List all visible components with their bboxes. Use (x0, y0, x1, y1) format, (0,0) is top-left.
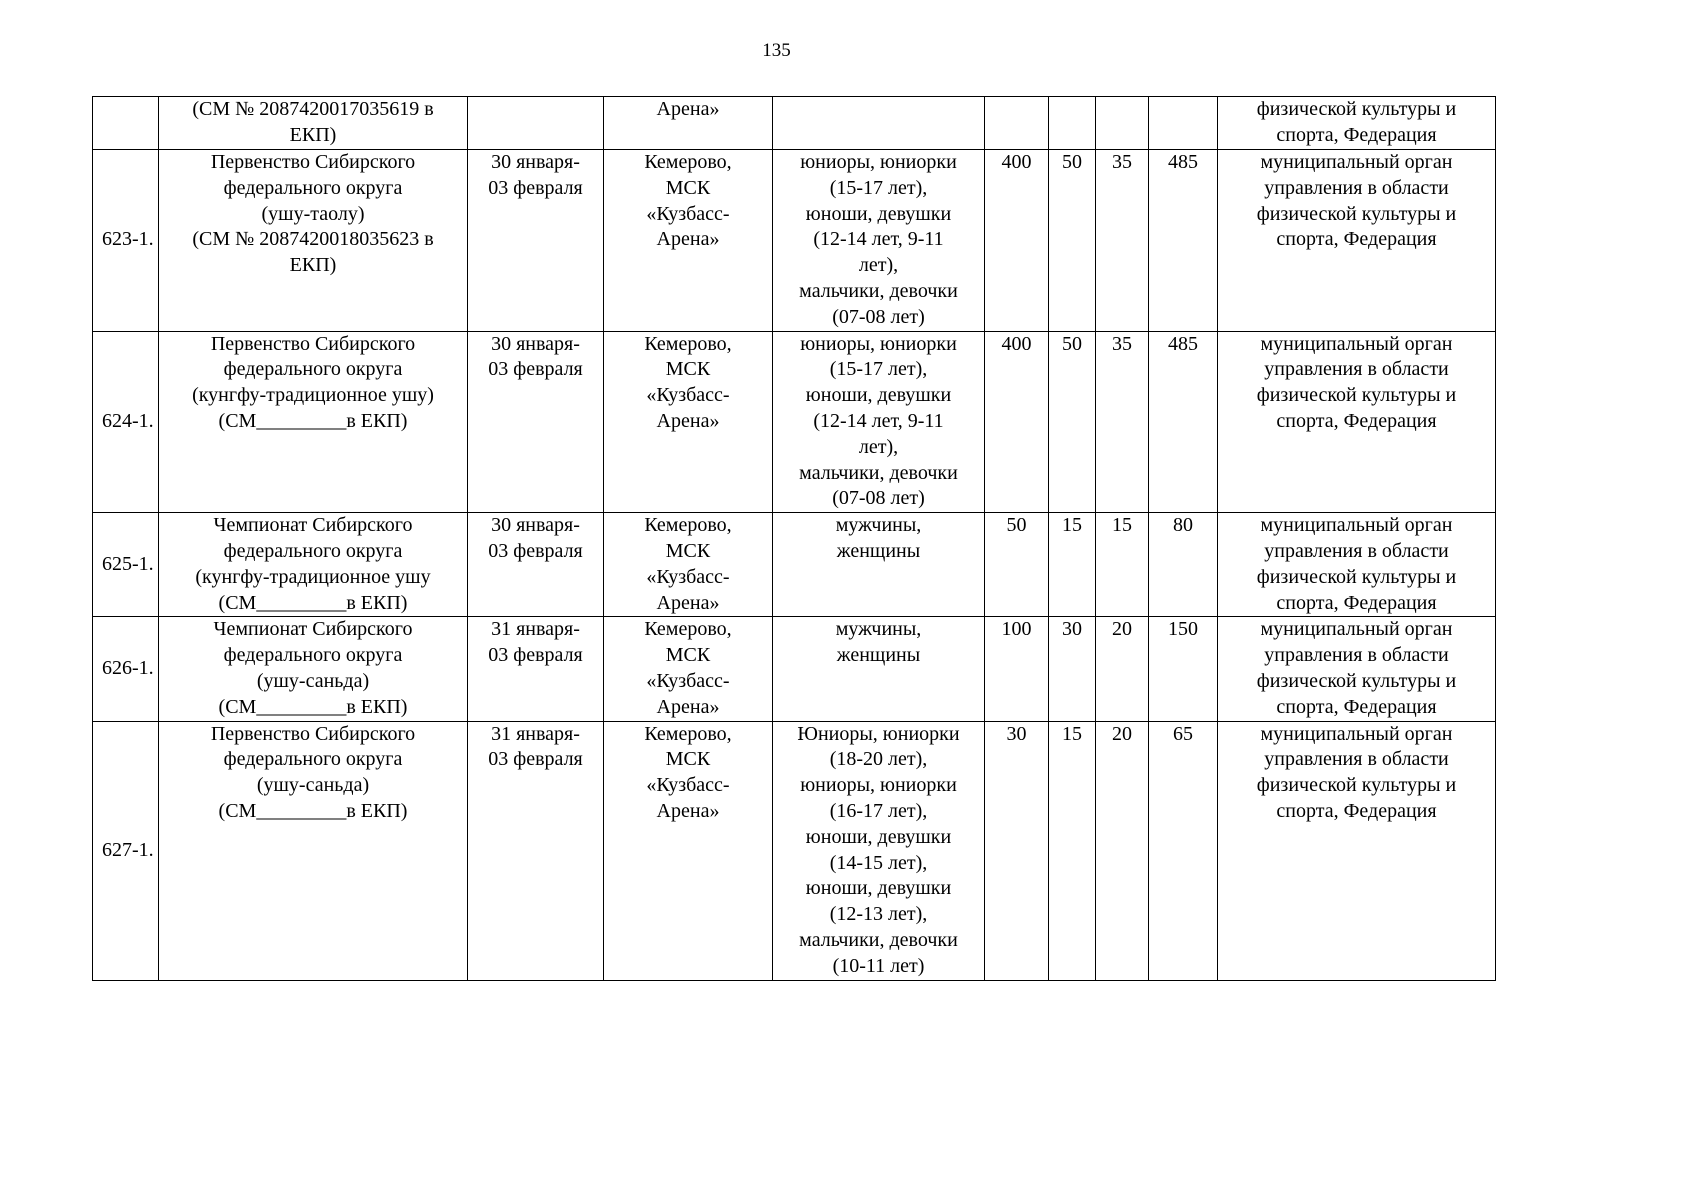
cell-line: управления в области (1264, 539, 1449, 562)
cell-line: «Кузбасс- (646, 384, 730, 407)
cell-line: спорта, Федерация (1276, 409, 1437, 432)
count-sum-cell: 485 (1149, 331, 1218, 513)
cell-line: юноши, девушки (805, 825, 952, 848)
cell-line: 03 февраля (488, 176, 583, 199)
cell-line: физической культуры и (1256, 774, 1457, 797)
cell-line: (15-17 лет), (829, 358, 928, 381)
event-name-cell (159, 513, 468, 617)
event-place-cell (604, 721, 773, 980)
cell-line: Кемерово, (644, 332, 732, 355)
count-col3-cell: 20 (1096, 721, 1149, 980)
cell-line: Первенство Сибирского (210, 722, 416, 745)
cell-line: юноши, девушки (805, 877, 952, 900)
event-place-cell (604, 513, 773, 617)
cell-line: мальчики, девочки (799, 928, 958, 951)
cell-line: «Кузбасс- (646, 774, 730, 797)
count-col2-cell: 30 (1049, 617, 1096, 721)
cell-line: управления в области (1264, 358, 1449, 381)
event-place-cell (604, 97, 773, 150)
count-total-cell: 400 (985, 331, 1049, 513)
event-number-cell: 623-1. (93, 150, 159, 332)
cell-line: федерального округа (223, 539, 403, 562)
cell-line: МСК (665, 539, 711, 562)
cell-line: (10-11 лет) (832, 954, 925, 977)
cell-line: Кемерово, (644, 618, 732, 641)
count-total-cell: 100 (985, 617, 1049, 721)
count-col2-cell: 15 (1049, 721, 1096, 980)
cell-line: (ушу-таолу) (261, 202, 365, 225)
cell-line: (СМ_________в ЕКП) (218, 799, 408, 822)
cell-line: (18-20 лет), (829, 748, 928, 771)
cell-line: Чемпионат Сибирского (213, 514, 413, 537)
cell-line: муниципальный орган (1260, 514, 1453, 537)
event-dates-cell (468, 331, 604, 513)
cell-line: юниоры, юниорки (800, 151, 957, 173)
cell-line: Кемерово, (644, 151, 732, 173)
cell-line: ЕКП) (289, 254, 337, 277)
cell-line: лет), (858, 254, 899, 277)
event-dates-cell (468, 513, 604, 617)
count-col2-cell: 50 (1049, 331, 1096, 513)
organizer-cell (1218, 331, 1496, 513)
cell-line: спорта, Федерация (1276, 228, 1437, 251)
cell-line: (кунгфу-традиционное ушу (195, 565, 431, 588)
cell-line: спорта, Федерация (1276, 799, 1437, 822)
cell-line: юноши, девушки (805, 202, 952, 225)
organizer-cell (1218, 721, 1496, 980)
cell-line: спорта, Федерация (1276, 123, 1437, 146)
event-place-cell (604, 617, 773, 721)
cell-line: Чемпионат Сибирского (213, 618, 413, 641)
cell-line: Юниоры, юниорки (797, 722, 960, 745)
table-row (93, 150, 1496, 332)
cell-line: (16-17 лет), (829, 799, 928, 822)
count-col2-cell: 50 (1049, 150, 1096, 332)
cell-line: физической культуры и (1256, 202, 1457, 225)
cell-line: 31 января- (491, 722, 580, 745)
cell-line: 31 января- (491, 618, 580, 641)
cell-line: 03 февраля (488, 539, 583, 562)
event-number-cell: 627-1. (93, 721, 159, 980)
organizer-cell (1218, 150, 1496, 332)
count-total-cell: 400 (985, 150, 1049, 332)
cell-line: спорта, Федерация (1276, 591, 1437, 614)
cell-line: (12-14 лет, 9-11 (813, 228, 944, 251)
count-col3-cell: 20 (1096, 617, 1149, 721)
cell-line: управления в области (1264, 176, 1449, 199)
table-row (93, 513, 1496, 617)
cell-line: (15-17 лет), (829, 176, 928, 199)
event-place-cell (604, 331, 773, 513)
event-number-cell: 625-1. (93, 513, 159, 617)
cell-line: (кунгфу-традиционное ушу) (192, 384, 434, 407)
participants-cell (773, 513, 985, 617)
cell-line: (СМ № 2087420018035623 в (192, 228, 434, 251)
cell-line: (07-08 лет) (832, 305, 925, 328)
event-dates-cell (468, 721, 604, 980)
event-name-cell (159, 97, 468, 150)
participants-cell (773, 150, 985, 332)
event-number-cell: 624-1. (93, 331, 159, 513)
cell-line: (14-15 лет), (829, 851, 928, 874)
cell-line: 03 февраля (488, 358, 583, 381)
cell-line: Первенство Сибирского (210, 151, 416, 173)
cell-line: (ушу-саньда) (256, 774, 370, 797)
cell-line: юниоры, юниорки (800, 332, 957, 355)
cell-line: «Кузбасс- (646, 565, 730, 588)
count-sum-cell (1149, 97, 1218, 150)
cell-line: спорта, Федерация (1276, 695, 1437, 718)
count-sum-cell: 65 (1149, 721, 1218, 980)
table-row (93, 617, 1496, 721)
cell-line: Арена» (656, 409, 720, 432)
event-name-cell (159, 721, 468, 980)
cell-line: физической культуры и (1256, 384, 1457, 407)
cell-line: физической культуры и (1256, 565, 1457, 588)
cell-line: муниципальный орган (1260, 151, 1453, 173)
cell-line: мальчики, девочки (799, 279, 958, 302)
cell-line: мужчины, (835, 514, 922, 537)
count-col2-cell: 15 (1049, 513, 1096, 617)
event-name-cell (159, 617, 468, 721)
cell-line: Арена» (656, 591, 720, 614)
cell-line: Арена» (656, 799, 720, 822)
cell-line: Арена» (656, 228, 720, 251)
organizer-cell (1218, 617, 1496, 721)
count-sum-cell: 80 (1149, 513, 1218, 617)
cell-line: Арена» (656, 695, 720, 718)
cell-line: федерального округа (223, 358, 403, 381)
cell-line: физической культуры и (1256, 669, 1457, 692)
organizer-cell (1218, 513, 1496, 617)
count-col3-cell: 15 (1096, 513, 1149, 617)
participants-cell (773, 331, 985, 513)
cell-line: физической культуры и (1256, 98, 1457, 120)
cell-line: федерального округа (223, 748, 403, 771)
cell-line: юниоры, юниорки (800, 774, 957, 797)
table-row (93, 331, 1496, 513)
cell-line: лет), (858, 435, 899, 458)
cell-line: МСК (665, 176, 711, 199)
page-number: 135 (762, 40, 791, 61)
cell-line: мужчины, (835, 618, 922, 641)
event-dates-cell (468, 150, 604, 332)
cell-line: МСК (665, 748, 711, 771)
count-total-cell: 50 (985, 513, 1049, 617)
event-dates-cell (468, 617, 604, 721)
cell-line: (СМ_________в ЕКП) (218, 591, 408, 614)
event-number-cell (93, 97, 159, 150)
count-sum-cell: 485 (1149, 150, 1218, 332)
organizer-cell (1218, 97, 1496, 150)
participants-cell (773, 721, 985, 980)
cell-line: Кемерово, (644, 722, 732, 745)
cell-line: Первенство Сибирского (210, 332, 416, 355)
cell-line: (СМ № 2087420017035619 в (192, 98, 434, 120)
cell-line: 03 февраля (488, 748, 583, 771)
cell-line: управления в области (1264, 644, 1449, 667)
cell-line: женщины (836, 539, 921, 562)
event-name-cell (159, 150, 468, 332)
cell-line: 30 января- (491, 151, 580, 173)
cell-line: (12-14 лет, 9-11 (813, 409, 944, 432)
cell-line: федерального округа (223, 176, 403, 199)
cell-line: ЕКП) (289, 123, 337, 146)
count-total-cell (985, 97, 1049, 150)
count-col3-cell (1096, 97, 1149, 150)
cell-line: муниципальный орган (1260, 618, 1453, 641)
count-col3-cell: 35 (1096, 331, 1149, 513)
cell-line: (СМ_________в ЕКП) (218, 695, 408, 718)
cell-line: МСК (665, 644, 711, 667)
cell-line: управления в области (1264, 748, 1449, 771)
cell-line: «Кузбасс- (646, 669, 730, 692)
cell-line: юноши, девушки (805, 384, 952, 407)
cell-line: «Кузбасс- (646, 202, 730, 225)
cell-line: (12-13 лет), (829, 903, 928, 926)
cell-line: женщины (836, 644, 921, 667)
participants-cell (773, 97, 985, 150)
count-col2-cell (1049, 97, 1096, 150)
participants-cell (773, 617, 985, 721)
events-table (92, 96, 1496, 981)
count-col3-cell: 35 (1096, 150, 1149, 332)
count-sum-cell: 150 (1149, 617, 1218, 721)
cell-line: (СМ_________в ЕКП) (218, 409, 408, 432)
cell-line: МСК (665, 358, 711, 381)
cell-line: 30 января- (491, 514, 580, 537)
cell-line: муниципальный орган (1260, 332, 1453, 355)
cell-line: муниципальный орган (1260, 722, 1453, 745)
cell-line: Кемерово, (644, 514, 732, 537)
count-total-cell: 30 (985, 721, 1049, 980)
cell-line: (07-08 лет) (832, 487, 925, 510)
cell-line: Арена» (656, 98, 720, 120)
event-name-cell (159, 331, 468, 513)
event-place-cell (604, 150, 773, 332)
event-dates-cell (468, 97, 604, 150)
table-row (93, 721, 1496, 980)
cell-line: 03 февраля (488, 644, 583, 667)
cell-line: мальчики, девочки (799, 461, 958, 484)
cell-line: федерального округа (223, 644, 403, 667)
cell-line: 30 января- (491, 332, 580, 355)
event-number-cell: 626-1. (93, 617, 159, 721)
cell-line: (ушу-саньда) (256, 669, 370, 692)
table-row (93, 97, 1496, 150)
